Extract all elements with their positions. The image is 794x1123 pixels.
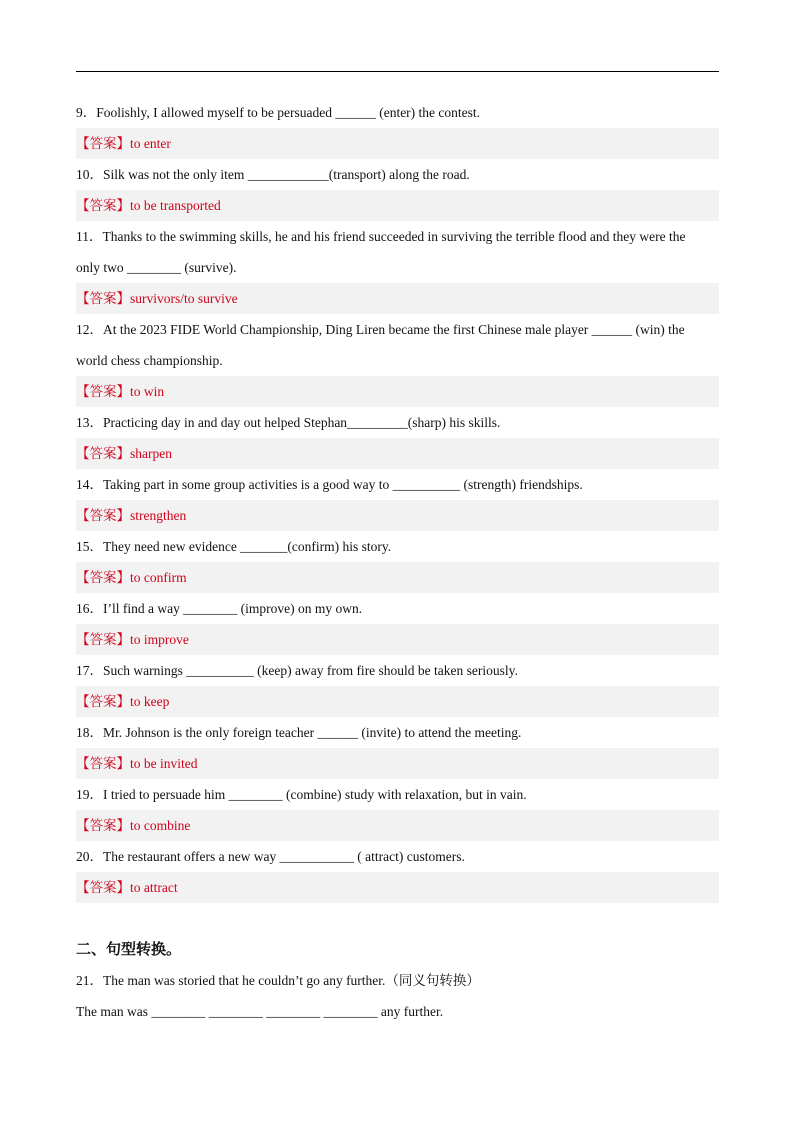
question-text: 15．They need new evidence _______(confirm) his story. xyxy=(76,539,392,554)
header-rule xyxy=(76,71,719,72)
question-text: 13．Practicing day in and day out helped Stephan_________(sharp) his skills. xyxy=(76,415,501,430)
answer-box: 【答案】to enter xyxy=(76,128,719,159)
question-20 xyxy=(76,841,719,903)
question-text: 19．I tried to persuade him ________ (combine) study with relaxation, but in vain. xyxy=(76,787,527,802)
question-text: 10．Silk was not the only item ____________(transport) along the road. xyxy=(76,167,470,182)
question-text: 21．The man was storied that he couldn’t go any further.（同义句转换） xyxy=(76,973,480,988)
answer-box: 【答案】to confirm xyxy=(76,562,719,593)
answer-box: 【答案】to win xyxy=(76,376,719,407)
question-21 xyxy=(76,965,719,1027)
answer-box: 【答案】to improve xyxy=(76,624,719,655)
question-15 xyxy=(76,531,719,593)
section-title: 二、句型转换。 xyxy=(76,940,182,958)
answer-box: 【答案】survivors/to survive xyxy=(76,283,719,314)
question-text: 11．Thanks to the swimming skills, he and his friend succeeded in surviving the terrible flood and they were the xyxy=(76,229,686,244)
answer-box: 【答案】to be transported xyxy=(76,190,719,221)
answer-box: 【答案】sharpen xyxy=(76,438,719,469)
question-text-continued: only two ________ (survive). xyxy=(76,260,237,275)
worksheet-content xyxy=(76,97,719,1027)
question-14 xyxy=(76,469,719,531)
answer-box: 【答案】to be invited xyxy=(76,748,719,779)
question-text: 20．The restaurant offers a new way ___________ ( attract) customers. xyxy=(76,849,465,864)
answer-box: 【答案】to keep xyxy=(76,686,719,717)
question-text: 16．I’ll find a way ________ (improve) on my own. xyxy=(76,601,363,616)
question-text: 17．Such warnings __________ (keep) away from fire should be taken seriously. xyxy=(76,663,518,678)
question-12 xyxy=(76,314,719,407)
answer-box: 【答案】to attract xyxy=(76,872,719,903)
question-18 xyxy=(76,717,719,779)
question-17 xyxy=(76,655,719,717)
question-text-continued: The man was ________ ________ ________ ________ any further. xyxy=(76,1004,444,1019)
question-text: 9．Foolishly, I allowed myself to be persuaded ______ (enter) the contest. xyxy=(76,105,481,120)
question-19 xyxy=(76,779,719,841)
question-11 xyxy=(76,221,719,314)
question-text-continued: world chess championship. xyxy=(76,353,223,368)
question-16 xyxy=(76,593,719,655)
question-text: 18．Mr. Johnson is the only foreign teacher ______ (invite) to attend the meeting. xyxy=(76,725,522,740)
question-10 xyxy=(76,159,719,221)
question-text: 12．At the 2023 FIDE World Championship, Ding Liren became the first Chinese male player ______ (win) the xyxy=(76,322,685,337)
answer-box: 【答案】to combine xyxy=(76,810,719,841)
answer-box: 【答案】strengthen xyxy=(76,500,719,531)
question-9 xyxy=(76,97,719,159)
question-13 xyxy=(76,407,719,469)
question-text: 14．Taking part in some group activities is a good way to __________ (strength) friendships. xyxy=(76,477,583,492)
